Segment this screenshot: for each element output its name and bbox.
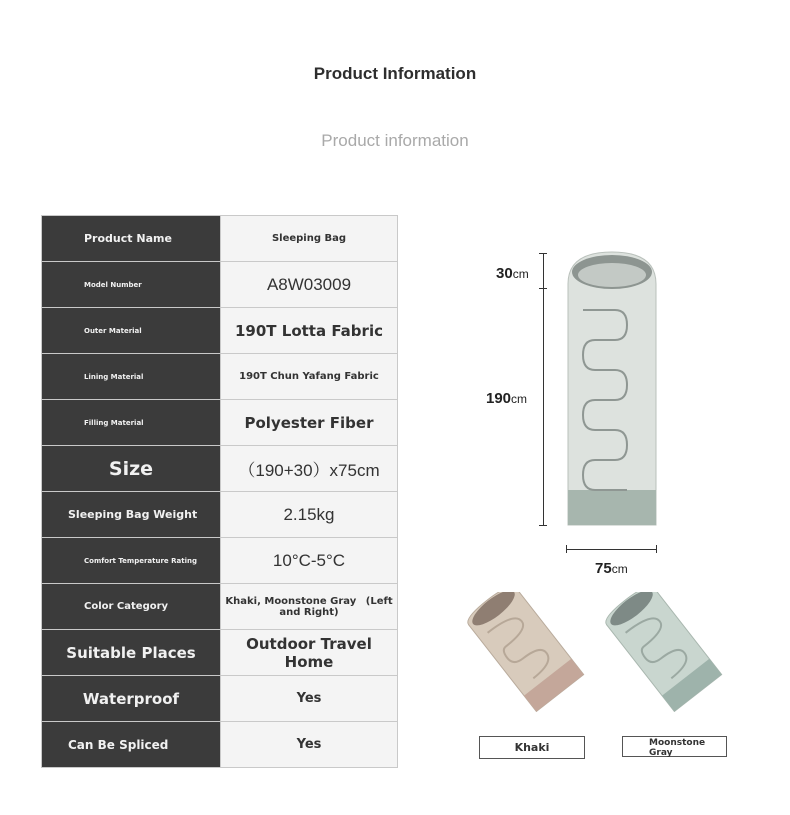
length-dimension-line — [543, 253, 544, 525]
length-dimension-unit: cm — [511, 392, 528, 406]
color-label-khaki: Khaki — [479, 736, 585, 759]
table-row — [42, 630, 398, 676]
table-row — [42, 400, 398, 446]
table-row — [42, 676, 398, 722]
spec-label: Color Category — [42, 584, 221, 630]
width-dimension-value: 75 — [595, 560, 612, 577]
spec-label: Waterproof — [42, 676, 221, 722]
table-row — [42, 492, 398, 538]
spec-value: 10°C-5°C — [221, 538, 398, 584]
sleeping-bag-diagram — [565, 250, 659, 528]
spec-label: Filling Material — [42, 400, 221, 446]
dimension-tick — [566, 545, 567, 553]
length-dimension-label — [486, 390, 527, 407]
spec-label: Sleeping Bag Weight — [42, 492, 221, 538]
spec-label: Outer Material — [42, 308, 221, 354]
color-label-text: Moonstone Gray — [649, 738, 706, 758]
page-subtitle: Product information — [321, 131, 469, 150]
width-dimension-unit: cm — [611, 562, 628, 576]
dimension-tick — [539, 253, 547, 254]
table-row — [42, 722, 398, 768]
table-row — [42, 308, 398, 354]
width-dimension-label — [595, 560, 628, 577]
table-row — [42, 584, 398, 630]
spec-value: Khaki, Moonstone Gray — [225, 595, 357, 607]
spec-label: Lining Material — [42, 354, 221, 400]
spec-value: 190T Chun Yafang Fabric — [221, 354, 398, 400]
spec-value: （190+30）x75cm — [221, 446, 398, 492]
spec-value: Polyester Fiber — [221, 400, 398, 446]
spec-label: Model Number — [42, 262, 221, 308]
spec-value: Outdoor Travel Home — [221, 630, 398, 676]
color-label-moonstone-gray — [622, 736, 727, 757]
width-dimension-line — [566, 549, 657, 550]
length-dimension-value: 190 — [486, 390, 512, 407]
page-title: Product Information — [313, 64, 477, 83]
spec-label: Size — [42, 446, 221, 492]
spec-value: Yes — [221, 676, 398, 722]
spec-value-note: (Left and Right) — [279, 595, 393, 618]
table-row — [42, 354, 398, 400]
hood-dimension-label — [496, 265, 529, 282]
spec-value: Yes — [221, 722, 398, 768]
spec-value-cell — [221, 584, 398, 630]
table-row — [42, 216, 398, 262]
table-row — [42, 538, 398, 584]
hood-dimension-value: 30 — [496, 265, 513, 282]
spec-table — [41, 215, 398, 768]
spec-value: A8W03009 — [221, 262, 398, 308]
moonstone-gray-bag-image — [600, 592, 732, 712]
dimension-tick — [656, 545, 657, 553]
spec-label: Can Be Spliced — [42, 722, 221, 768]
khaki-bag-image — [462, 592, 594, 712]
spec-label: Suitable Places — [42, 630, 221, 676]
table-row — [42, 262, 398, 308]
table-row — [42, 446, 398, 492]
spec-label: Product Name — [42, 216, 221, 262]
hood-dimension-unit: cm — [512, 267, 529, 281]
spec-value: 190T Lotta Fabric — [221, 308, 398, 354]
spec-value: Sleeping Bag — [221, 216, 398, 262]
spec-value: 2.15kg — [221, 492, 398, 538]
spec-label: Comfort Temperature Rating — [42, 538, 221, 584]
dimension-tick — [539, 288, 547, 289]
dimension-tick — [539, 525, 547, 526]
